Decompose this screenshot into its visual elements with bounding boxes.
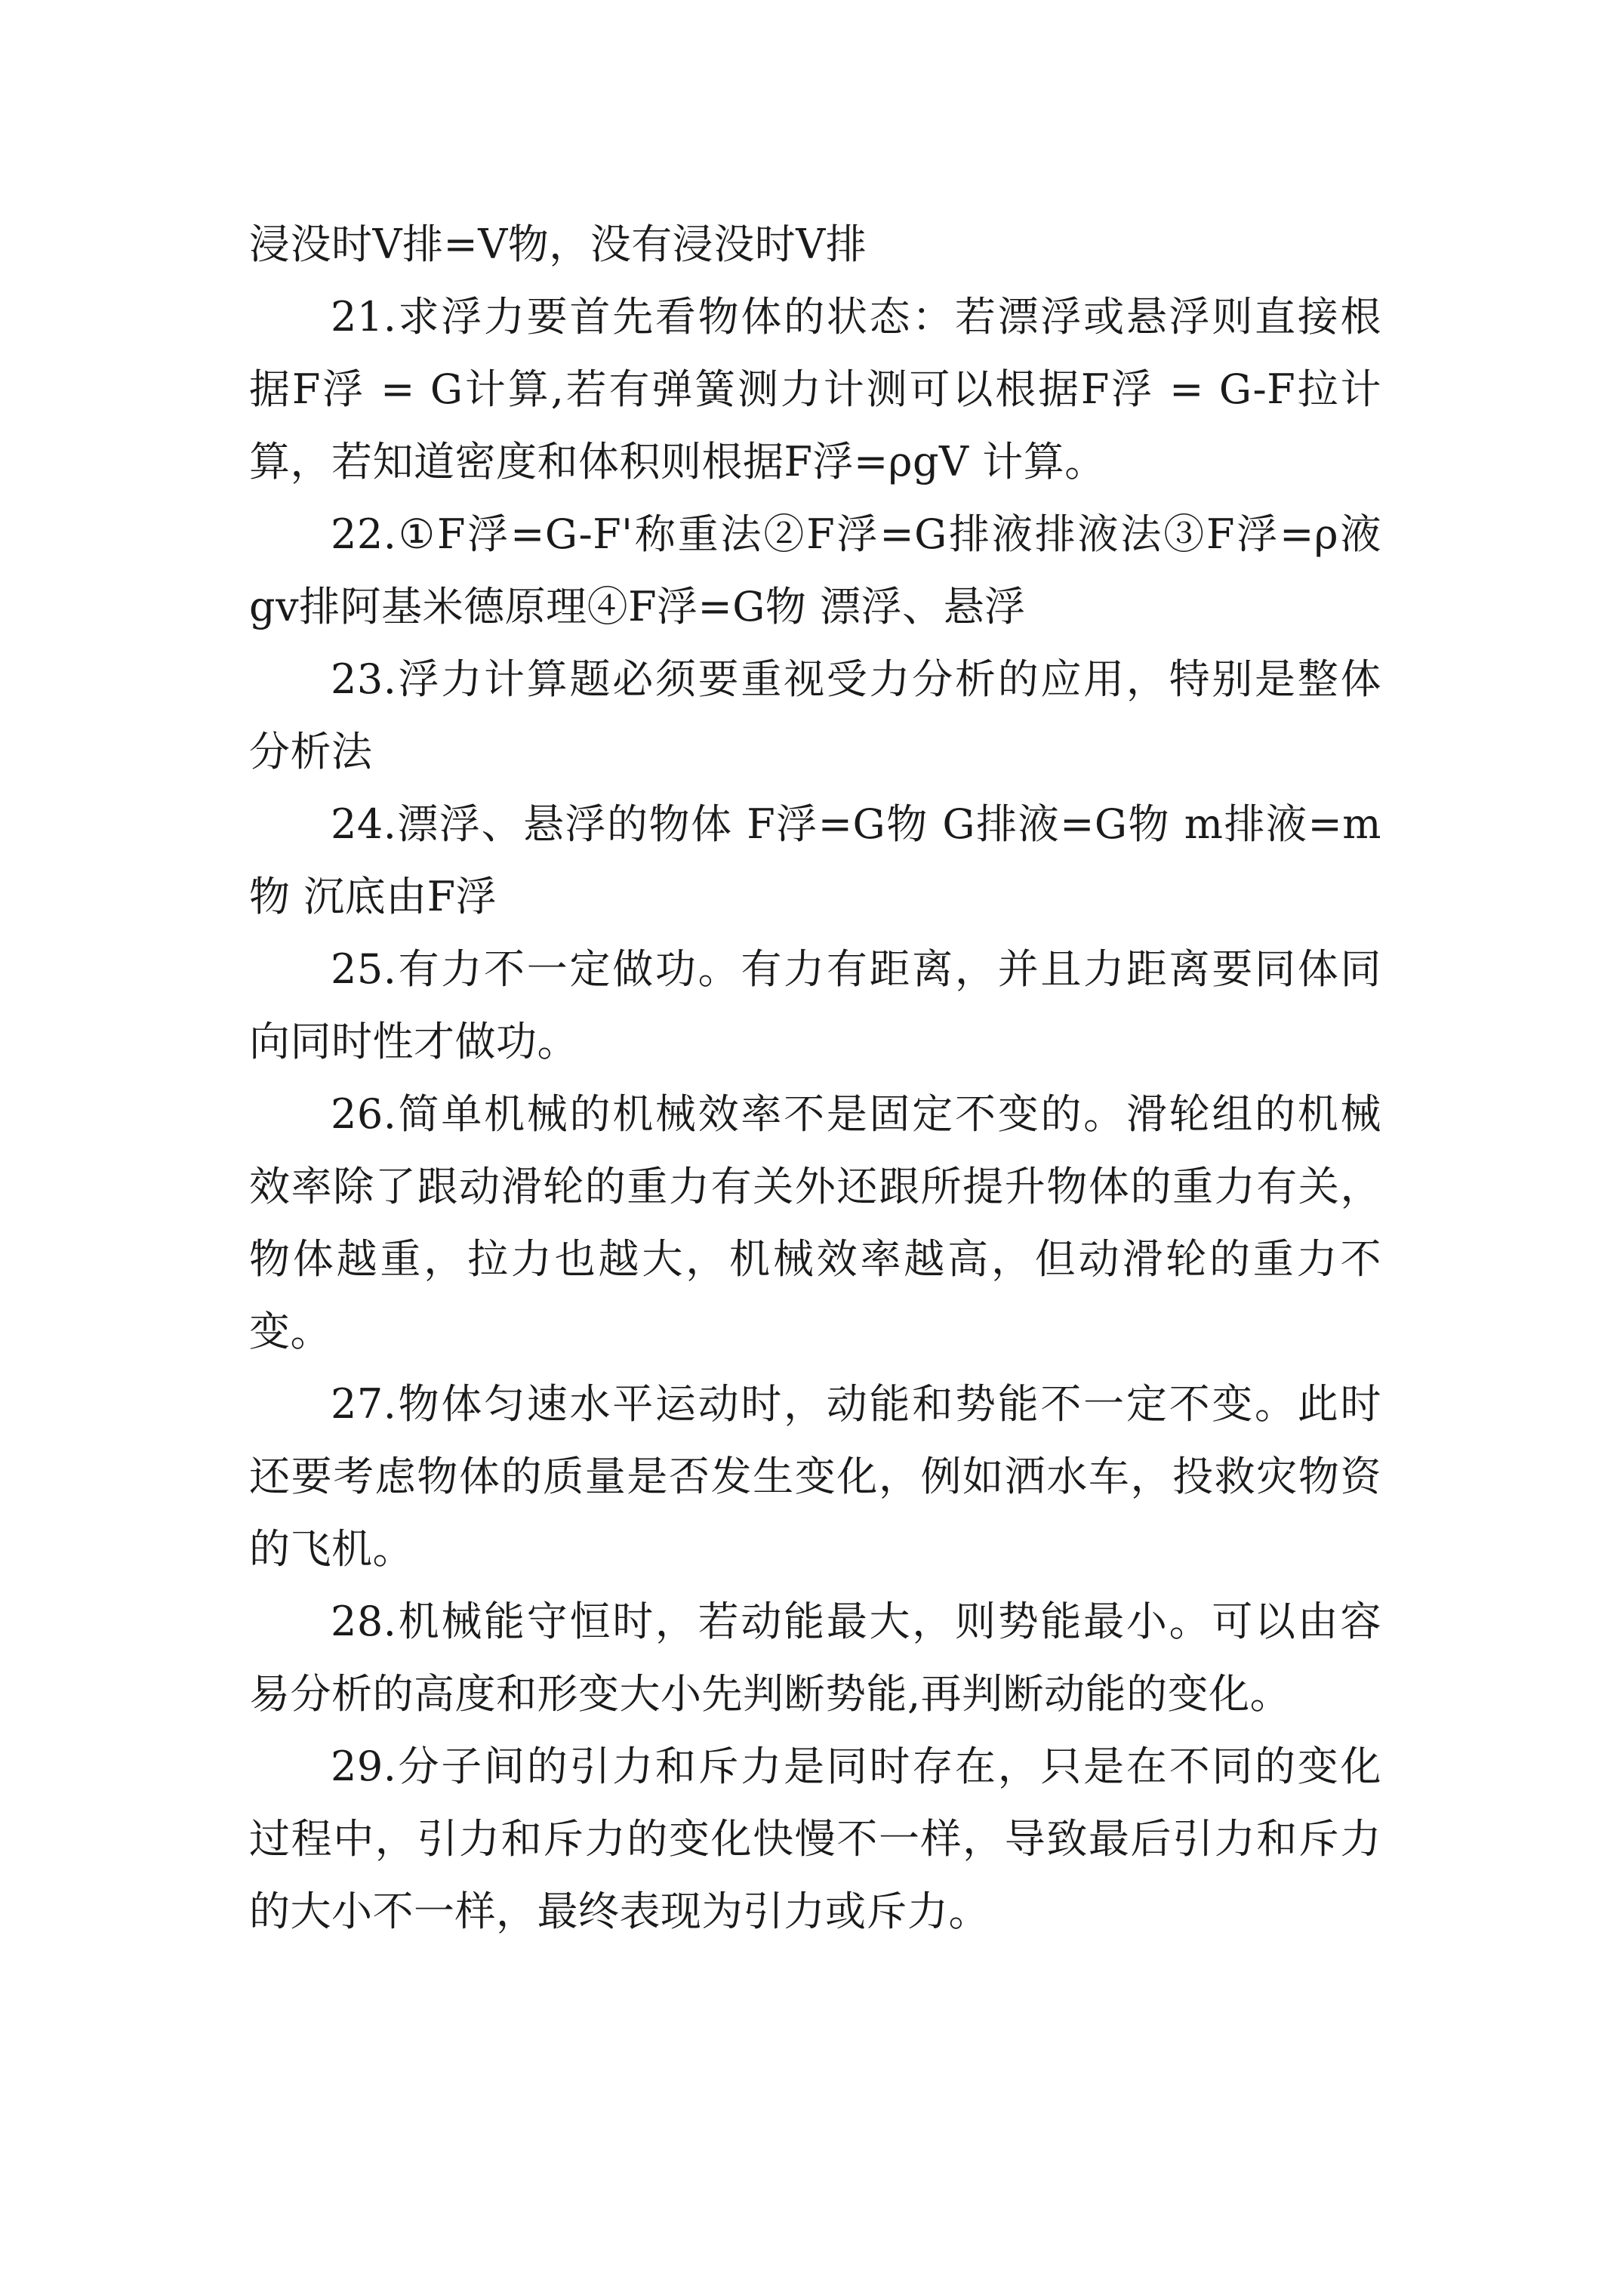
paragraph-continuation: 浸没时V排=V物，没有浸没时V排: [249, 220, 867, 268]
paragraph-item-23: 23.浮力计算题必须要重视受力分析的应用，特别是整体分析法: [249, 655, 1381, 775]
paragraph-item-25: 25.有力不一定做功。有力有距离，并且力距离要同体同向同时性才做功。: [249, 945, 1381, 1065]
paragraph-item-21: 21.求浮力要首先看物体的状态：若漂浮或悬浮则直接根据F浮 = G计算,若有弹簧测力计测可以根据F浮 = G-F拉计算，若知道密度和体积则根据F浮=ρgV 计算。: [249, 293, 1381, 485]
paragraph-item-26: 26.简单机械的机械效率不是固定不变的。滑轮组的机械效率除了跟动滑轮的重力有关外还跟所提升物体的重力有关，物体越重，拉力也越大，机械效率越高，但动滑轮的重力不变。: [249, 1090, 1381, 1355]
paragraph-item-27: 27.物体匀速水平运动时，动能和势能不一定不变。此时还要考虑物体的质量是否发生变化，例如洒水车，投救灾物资的飞机。: [249, 1380, 1381, 1573]
paragraph-item-29: 29.分子间的引力和斥力是同时存在，只是在不同的变化过程中，引力和斥力的变化快慢不一样，导致最后引力和斥力的大小不一样，最终表现为引力或斥力。: [249, 1743, 1381, 1935]
paragraph-item-28: 28.机械能守恒时，若动能最大，则势能最小。可以由容易分析的高度和形变大小先判断势能,再判断动能的变化。: [249, 1598, 1381, 1718]
document-body: [249, 208, 1381, 1948]
paragraph-item-22: 22.①F浮=G-F'称重法②F浮=G排液排液法③F浮=ρ液gv排阿基米德原理④F浮=G物 漂浮、悬浮: [249, 510, 1381, 630]
paragraph-item-24: 24.漂浮、悬浮的物体 F浮=G物 G排液=G物 m排液=m物 沉底由F浮: [249, 800, 1381, 920]
